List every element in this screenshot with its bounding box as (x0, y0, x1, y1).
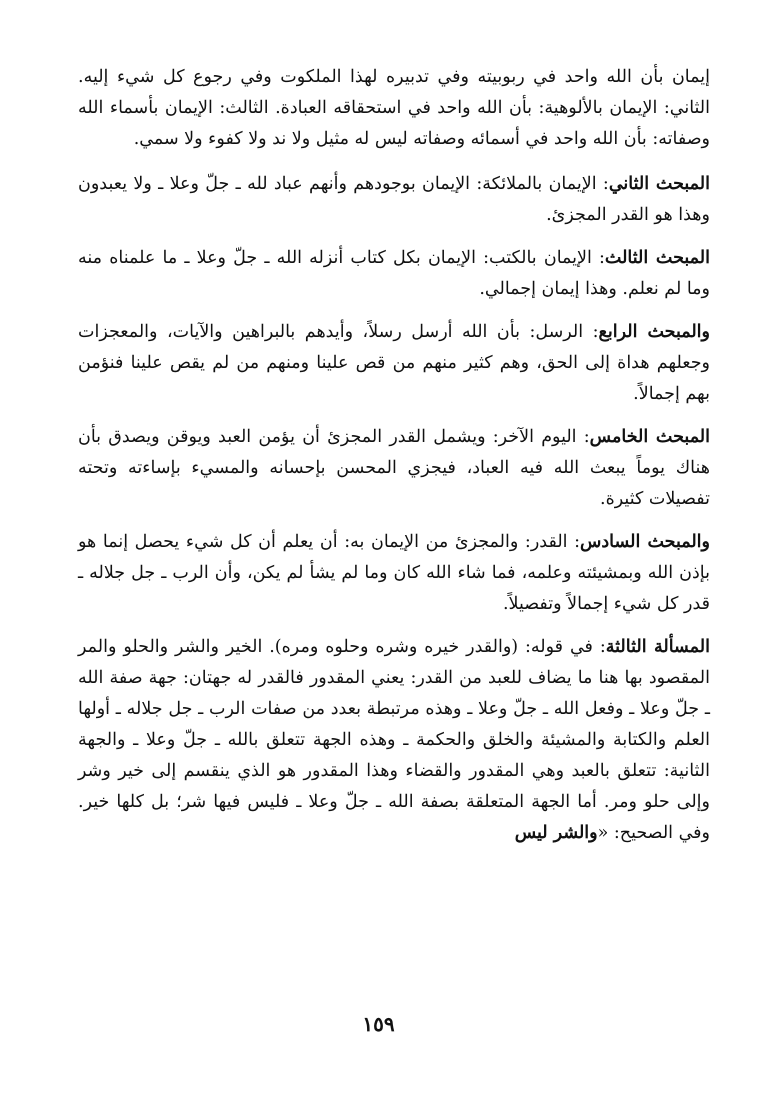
paragraph-body: : في قوله: (والقدر خيره وشره وحلوه ومره). الخير والشر والحلو والمر المقصود بها هنا ما يضاف للعبد من القدر: يعني المقدور فالقدر له جهتان: جهة صفة الله ـ جلّ وعلا ـ وفعل الله ـ جلّ وعلا ـ وهذه مرتبطة بعدد من صفات الرب ـ جل جلاله ـ أولها العلم والكتابة والمشيئة والخلق والحكمة ـ وهذه الجهة تتعلق بالله ـ جلّ وعلا ـ والجهة الثانية: تتعلق بالعبد وهي المقدور والقضاء وهذا المقدور هو الذي ينقسم إلى خير وشر وإلى حلو ومر. أما الجهة المتعلقة بصفة الله ـ جلّ وعلا ـ فليس فيها شر؛ بل كلها خير. وفي الصحيح: « (78, 637, 710, 843)
paragraph-books (78, 243, 710, 305)
page-number: ١٥٩ (362, 1012, 395, 1036)
paragraph-messengers (78, 317, 710, 410)
section-heading: والمبحث السادس (580, 532, 710, 552)
quote-start-bold: والشر ليس (514, 823, 598, 843)
paragraph-body: : الإيمان بالملائكة: الإيمان بوجودهم وأنهم عباد لله ـ جلّ وعلا ـ ولا يعبدون وهذا هو القدر المجزئ. (78, 174, 710, 225)
section-heading: المبحث الثاني (608, 174, 710, 194)
paragraph-intro (78, 62, 710, 155)
paragraph-third-issue (78, 632, 710, 849)
page-content (78, 62, 710, 861)
section-heading: المبحث الثالث (604, 248, 710, 268)
section-heading: المسألة الثالثة (605, 637, 710, 657)
paragraph-angels (78, 169, 710, 231)
paragraph-body: : القدر: والمجزئ من الإيمان به: أن يعلم أن كل شيء يحصل إنما هو بإذن الله وبمشيئته وعلمه، فما شاء الله كان وما لم يشأ لم يكن، وأن الرب ـ جل جلاله ـ قدر كل شيء إجمالاً وتفصيلاً. (78, 532, 710, 614)
section-heading: المبحث الخامس (589, 427, 711, 447)
paragraph-body: : الرسل: بأن الله أرسل رسلاً، وأيدهم بالبراهين والآيات، والمعجزات وجعلهم هداة إلى الحق، وهم كثير منهم من قص علينا ومنهم من لم يقص علينا فنؤمن بهم إجمالاً. (78, 322, 710, 404)
paragraph-body: : الإيمان بالكتب: الإيمان بكل كتاب أنزله الله ـ جلّ وعلا ـ ما علمناه منه وما لم نعلم. وهذا إيمان إجمالي. (78, 248, 710, 299)
paragraph-last-day (78, 422, 710, 515)
paragraph-decree (78, 527, 710, 620)
paragraph-body: : اليوم الآخر: ويشمل القدر المجزئ أن يؤمن العبد ويوقن ويصدق بأن هناك يوماً يبعث الله فيه العباد، فيجزي المحسن بإحسانه والمسيء بإساءته وتحته تفصيلات كثيرة. (78, 427, 710, 509)
paragraph-body: إيمان بأن الله واحد في ربوبيته وفي تدبيره لهذا الملكوت وفي رجوع كل شيء إليه. الثاني: الإيمان بالألوهية: بأن الله واحد في استحقاقه العبادة. الثالث: الإيمان بأسماء الله وصفاته: بأن الله واحد في أسمائه وصفاته ليس له مثيل ولا ند ولا كفوء ولا سمي. (78, 67, 710, 149)
section-heading: والمبحث الرابع (598, 322, 710, 342)
